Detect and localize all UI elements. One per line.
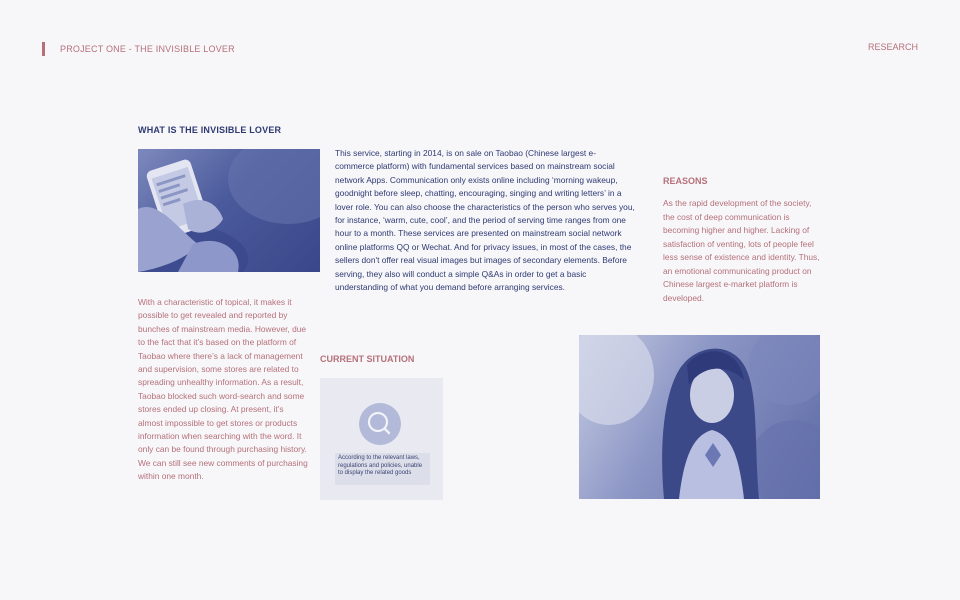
current-situation-heading: CURRENT SITUATION <box>320 354 415 364</box>
reasons-heading: REASONS <box>663 176 708 186</box>
blocked-search-card <box>320 378 443 500</box>
blocked-notice: According to the relevant laws, regulations and policies, unable to display the related goods <box>335 453 430 485</box>
reasons-paragraph: As the rapid development of the society, the cost of deep communication is becoming higher and higher. Lacking of satisfaction of venting, lots of people feel less sense of existence and identity. Thus, an emotional communicating product on Chinese largest e-market platform is developed. <box>663 198 820 303</box>
search-icon <box>359 403 401 445</box>
impact-paragraph: With a characteristic of topical, it makes it possible to get revealed and reported by bunches of mainstream media. However, due to the fact that it’s based on the platform of Taobao where there’s a lack of management and supervision, some stores are related to spreading unhealthy information. As a result, Taobao blocked such word-search and some stores ended up closing. At present, it’s almost impossible to get stores or products information when searching with the word. It only can be found through purchasing history. We can still see new comments of purchasing within one month. <box>138 297 308 482</box>
main-heading: WHAT IS THE INVISIBLE LOVER <box>138 125 282 135</box>
project-title: PROJECT ONE - THE INVISIBLE LOVER <box>60 44 235 54</box>
woman-photo-art <box>579 335 820 499</box>
section-label: RESEARCH <box>868 42 919 52</box>
phone-photo <box>138 149 320 272</box>
phone-photo-art <box>138 149 320 272</box>
intro-paragraph: This service, starting in 2014, is on sale on Taobao (Chinese largest e-commerce platform) with fundamental services based on mainstream social network Apps. Communication only exists online including ‘morning wakeup, goodnight before sleep, chatting, encouraging, singing and writing letters’ in a lover role. You can also choose the characteristics of the person who serves you, for instance, ‘warm, cute, cool’, and the period of serving time ranges from one hour to a month. These services are presented on mainstream social network online platforms QQ or Wechat. And for privacy issues, in most of the cases, the sellers don't offer real visual images but images of secondary elements. Before serving, they also will conduct a simple Q&As in order to get a basic understanding of what you demand before arranging services. <box>335 148 635 293</box>
accent-bar <box>42 42 45 56</box>
woman-photo <box>579 335 820 499</box>
